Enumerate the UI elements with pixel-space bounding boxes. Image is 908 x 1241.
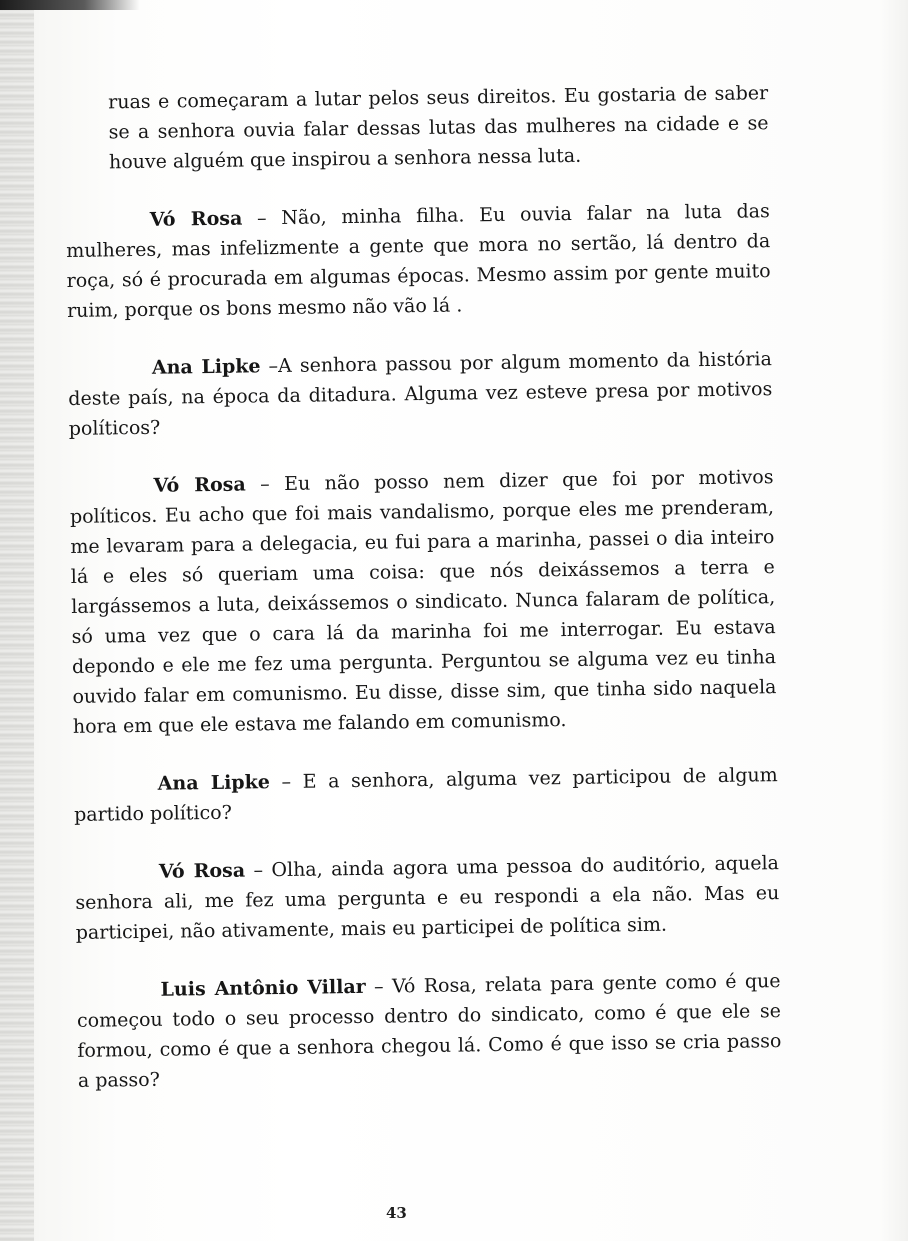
book-binding-edge (0, 0, 34, 1241)
paragraph-ana-lipke-1 (68, 344, 773, 444)
speaker-name: Ana Lipke (151, 355, 261, 379)
paragraph-text: – Não, minha filha. Eu ouvia falar na luta das mulheres, mas infelizmente a gente que mora no sertão, lá dentro da roça, só é procurada em algumas épocas. Mesmo assim por gente muito ruim, porque os bons mesmo não vão lá . (66, 200, 771, 322)
paragraph-luis-antonio-villar (76, 966, 782, 1096)
paragraph-text: – Eu não posso nem dizer que foi por motivos políticos. Eu acho que foi mais vandalismo, porque eles me prenderam, me levaram para a delegacia, eu fui para a marinha, passei o dia inteiro lá e eles só queriam uma coisa: que nós deixássemos a terra e largássemos a luta, deixássemos o sindicato. Nunca falaram de política, só uma vez que o cara lá da marinha foi me interrogar. Eu estava depondo e ele me fez uma pergunta. Perguntou se alguma vez eu tinha ouvido falar em comunismo. Eu disse, disse sim, que tinha sido naquela hora em que ele estava me falando em comunismo. (69, 466, 777, 738)
paragraph-text: – E a senhora, alguma vez participou de algum partido político? (73, 764, 778, 826)
paragraph-text: ruas e começaram a lutar pelos seus direitos. Eu gostaria de saber se a senhora ouvia falar dessas lutas das mulheres na cidade e se houve alguém que inspirou a senhora nessa luta. (108, 82, 769, 174)
paragraph-text: –A senhora passou por algum momento da história deste país, na época da ditadura. Alguma vez esteve presa por motivos políticos? (68, 348, 773, 440)
paragraph-vo-rosa-2 (69, 462, 777, 742)
paragraph-continuation (64, 78, 769, 178)
paragraph-vo-rosa-3 (75, 848, 780, 948)
interview-text (64, 78, 782, 1124)
page-number: 43 (386, 1204, 407, 1222)
paragraph-text: – Olha, ainda agora uma pessoa do auditório, aquela senhora ali, me fez uma pergunta e eu respondi a ela não. Mas eu participei, não ativamente, mais eu participei de política sim. (75, 852, 780, 944)
paragraph-ana-lipke-2 (74, 760, 779, 830)
paragraph-text: – Vó Rosa, relata para gente como é que começou todo o seu processo dentro do sindicato, como é que ele se formou, como é que a senhora chegou lá. Como é que isso se cria passo a passo? (76, 970, 782, 1092)
speaker-name: Vó Rosa (149, 207, 243, 231)
scan-shadow (0, 0, 140, 10)
paragraph-vo-rosa-1 (66, 196, 772, 326)
speaker-name: Luis Antônio Villar (160, 975, 366, 1001)
speaker-name: Vó Rosa (158, 859, 246, 883)
speaker-name: Vó Rosa (153, 473, 246, 497)
speaker-name: Ana Lipke (157, 771, 271, 795)
